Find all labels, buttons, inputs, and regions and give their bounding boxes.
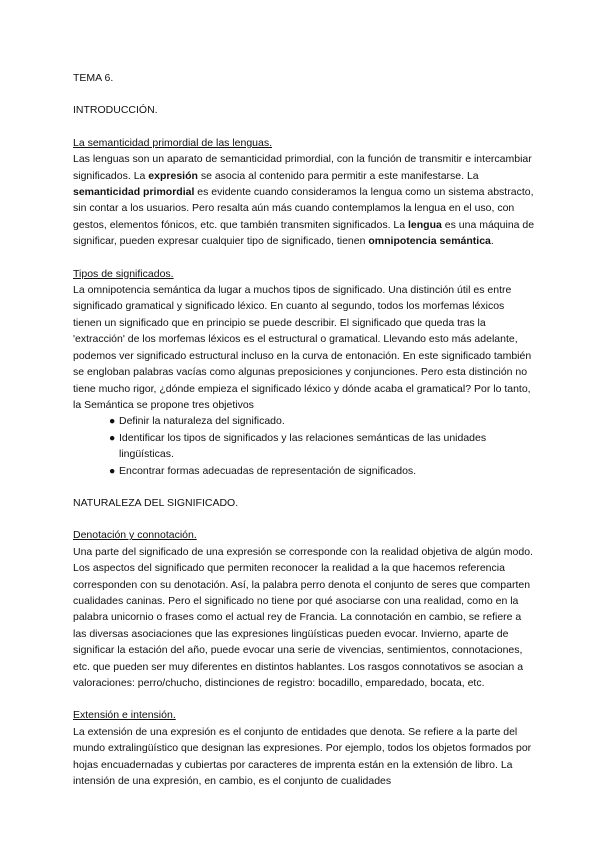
intro-heading: INTRODUCCIÓN. <box>73 104 158 117</box>
bullet-icon: ● <box>109 464 116 477</box>
paragraph-tipos: La omnipotencia semántica da lugar a muchos tipos de significado. Una distinción útil es entre significado gramatical y significado léxico. En cuanto al segundo, todos los morfemas léxicos tienen un significado que en principio se puede describir. El significado que queda tras la 'extracción' de los morfemas léxicos es el estructural o gramatical. Llevando esto más adelante, podemos ver significado estructural incluso en la curva de entonación. En este significado también se engloban palabras vacías como algunas preposiciones y conjunciones. Pero esta distinción no tiene mucho rigor, ¿dónde empieza el significado léxico y dónde acaba el gramatical? Por lo tanto, la Semántica se propone tres objetivos <box>73 284 532 411</box>
bullet-icon: ● <box>109 431 116 444</box>
bullet-icon: ● <box>109 415 116 428</box>
naturaleza-heading: NATURALEZA DEL SIGNIFICADO. <box>73 496 239 509</box>
term-semanticidad-primordial: semanticidad primordial <box>73 186 195 199</box>
section-title-semanticidad: La semanticidad primordial de las lenguas. <box>73 136 273 149</box>
document-body <box>73 70 535 789</box>
term-omnipotencia: omnipotencia semántica <box>368 235 491 248</box>
list-item: ● Definir la naturaleza del significado. <box>109 413 535 429</box>
tema-heading: TEMA 6. <box>73 72 114 84</box>
list-item: ● Encontrar formas adecuadas de representación de significados. <box>109 463 535 479</box>
paragraph-denotacion: Una parte del significado de una expresión se corresponde con la realidad objetiva de algún modo. Los aspectos del significado que permiten reconocer la realidad a la que hacemos referencia corresponden con su denotación. Así, la palabra perro denota el conjunto de seres que comparten cualidades caninas. Pero el significado no tiene por qué asociarse con una realidad, como en la palabra unicornio o frases como el actual rey de Francia. La connotación en cambio, se refiere a las diversas asociaciones que las expresiones lingüísticas pueden evocar. Invierno, aparte de significar la estación del año, puede evocar una serie de vivencias, sentimientos, connotaciones, etc. que pueden ser muy diferentes en distintos hablantes. Los rasgos connotativos se asocian a valoraciones: perro/chucho, distinciones de registro: bocadillo, emparedado, bocata, etc. <box>73 545 533 689</box>
section-title-denotacion: Denotación y connotación. <box>73 529 197 542</box>
term-lengua: lengua <box>408 218 442 231</box>
objectives-list <box>73 413 535 479</box>
paragraph-semanticidad: Las lenguas son un aparato de semanticidad primordial, con la función de transmitir e intercambiar significados. La expresión se asocia al contenido para permitir a este manifestarse. La semanticidad primordial es evidente cuando consideramos la lengua como un sistema abstracto, sin contar a los usuarios. Pero resalta aún más cuando contemplamos la lengua en el uso, con gestos, elementos fónicos, etc. que también transmiten significados. La lengua es una máquina de significar, pueden expresar cualquier tipo de significado, tienen omnipotencia semántica. <box>73 153 535 248</box>
paragraph-extension: La extensión de una expresión es el conjunto de entidades que denota. Se refiere a la parte del mundo extralingüístico que designan las expresiones. Por ejemplo, todos los objetos formados por hojas encuadernadas y cubiertas por caracteres de imprenta están en la extensión de libro. La intensión de una expresión, en cambio, es el conjunto de cualidades <box>73 725 532 788</box>
term-expresion: expresión <box>148 169 198 182</box>
section-title-extension: Extensión e intensión. <box>73 709 176 722</box>
section-title-tipos: Tipos de significados. <box>73 267 174 280</box>
list-item: ● Identificar los tipos de significados y las relaciones semánticas de las unidades lingüísticas. <box>109 431 487 461</box>
